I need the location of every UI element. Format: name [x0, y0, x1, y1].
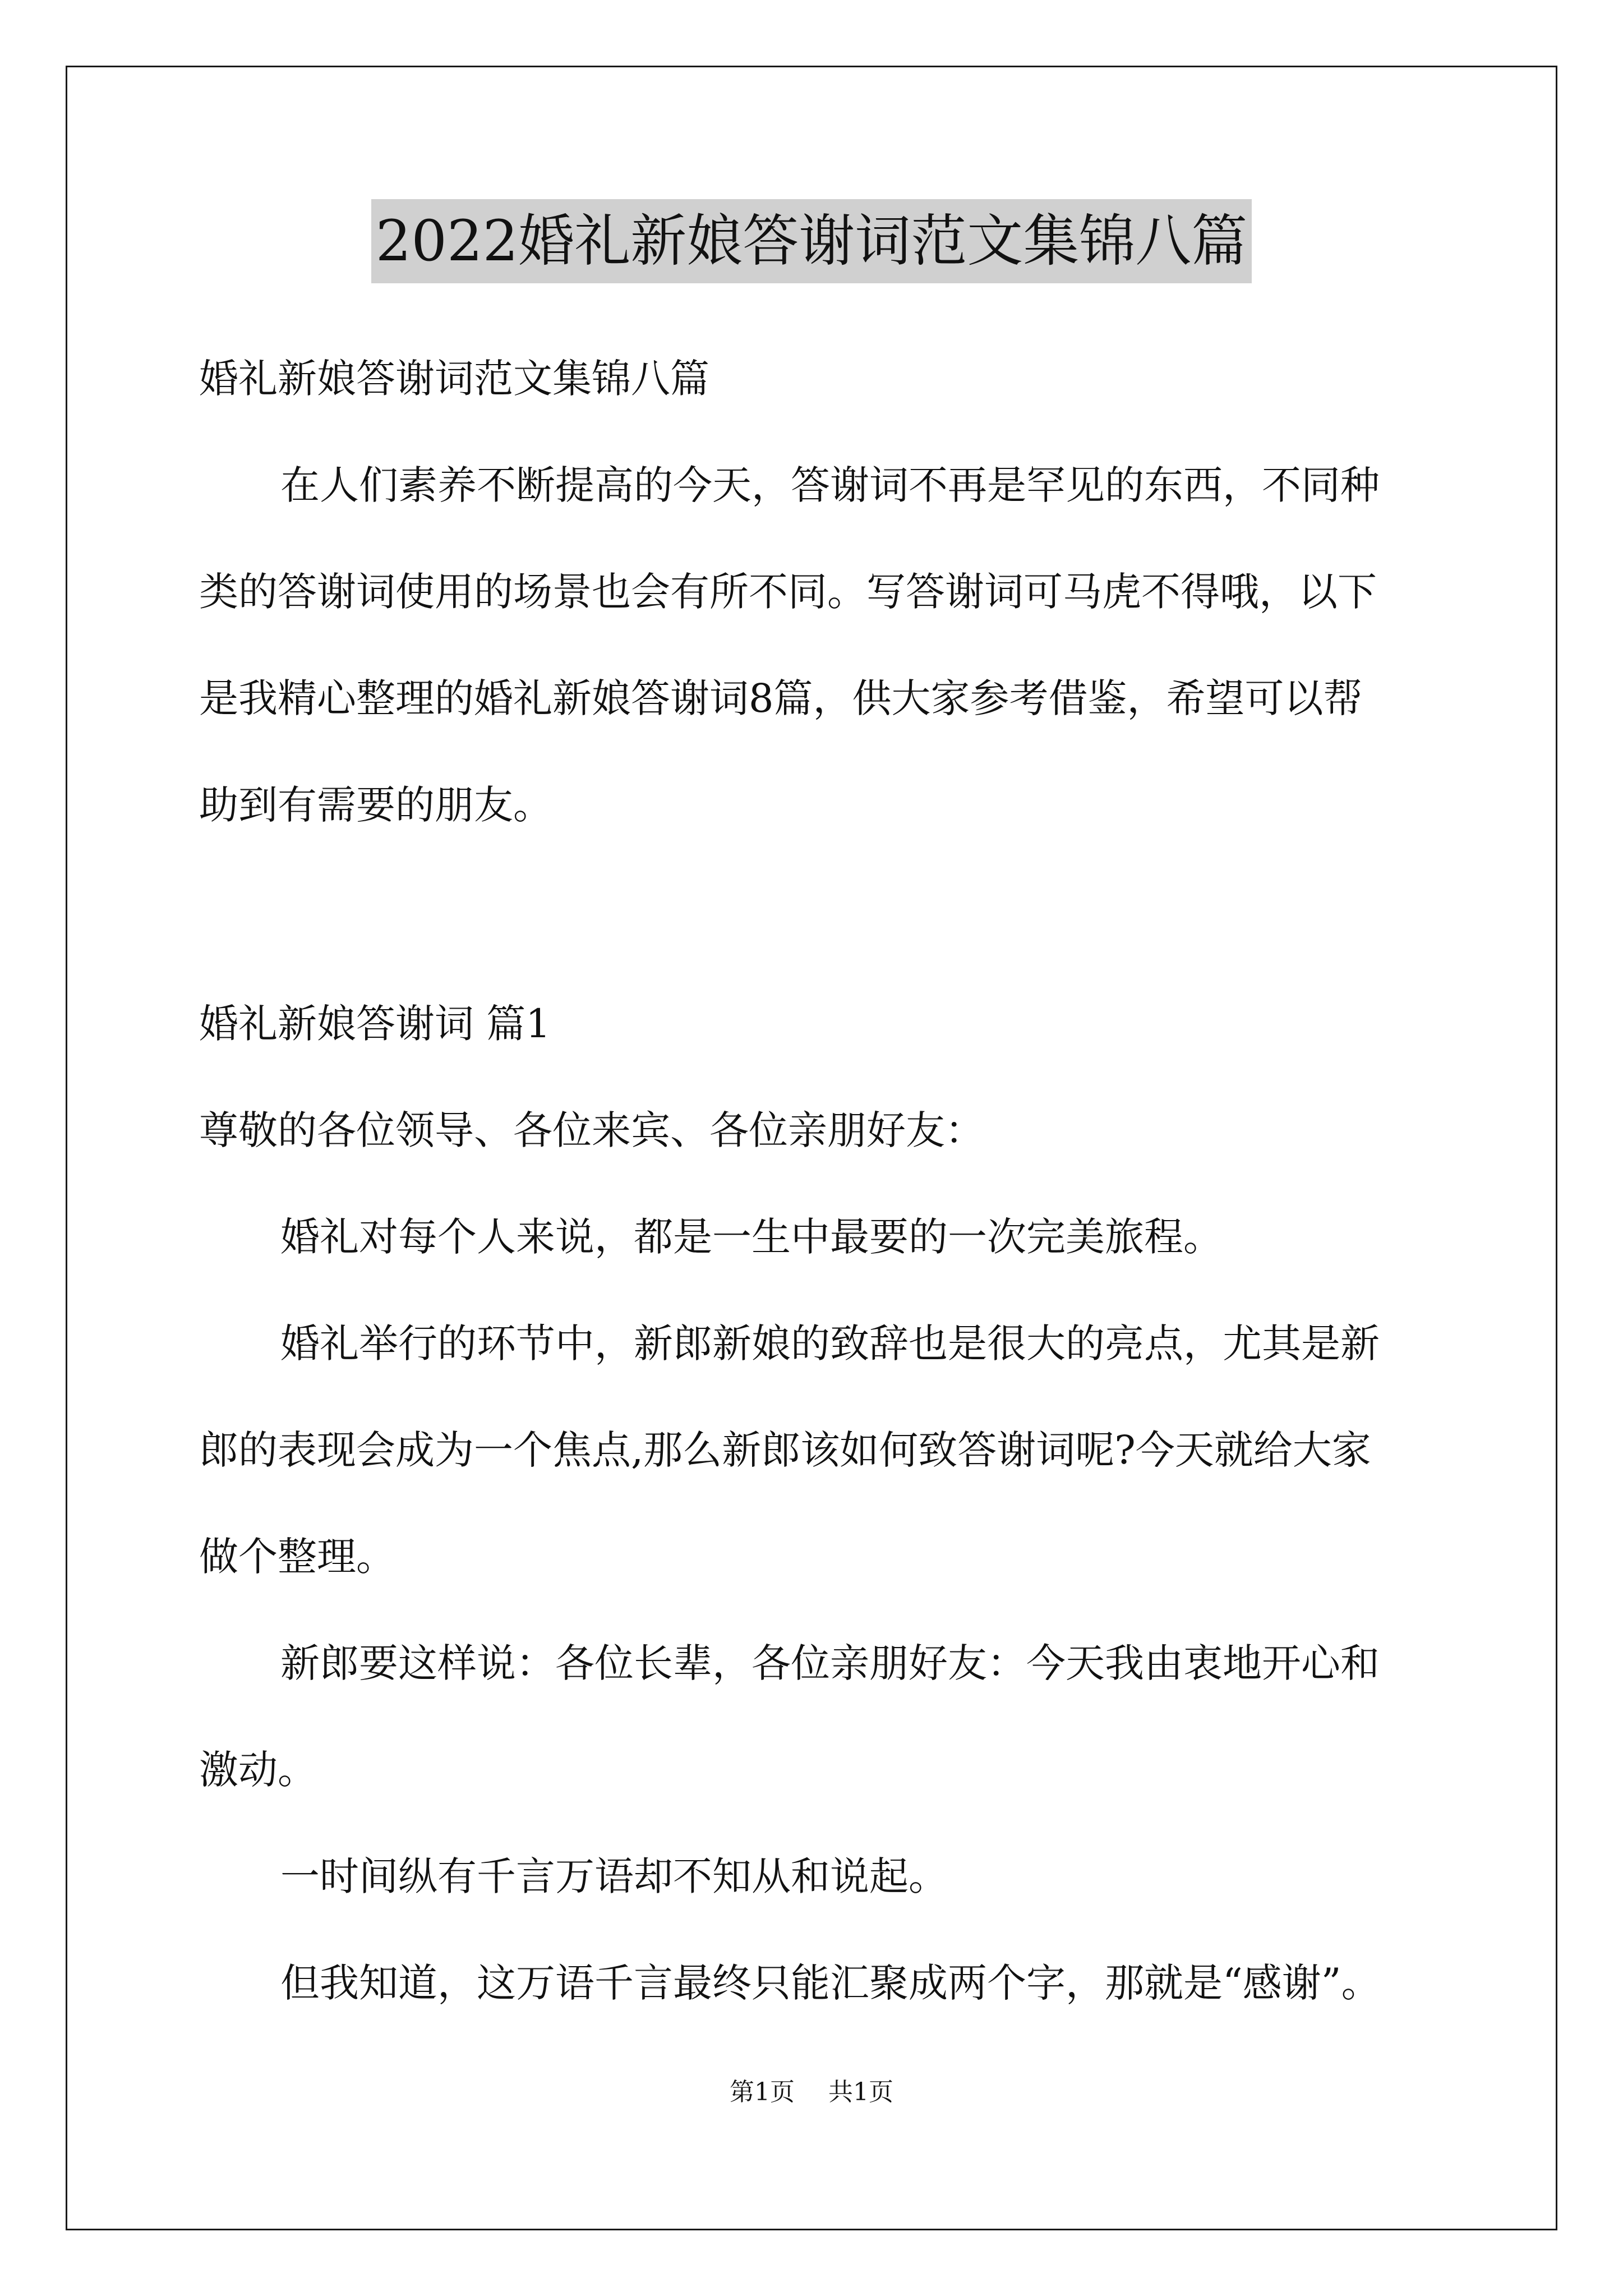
paragraph-line: 新郎要这样说：各位长辈，各位亲朋好友：今天我由衷地开心和 [280, 1640, 1380, 1686]
paragraph-line: 激动。 [199, 1747, 317, 1793]
salutation-line: 尊敬的各位领导、各位来宾、各位亲朋好友： [199, 1107, 984, 1153]
page-total: 共1页 [828, 2078, 893, 2106]
document-title-text: 2022婚礼新娘答谢词范文集锦八篇 [371, 199, 1252, 283]
paragraph-line: 在人们素养不断提高的今天，答谢词不再是罕见的东西，不同种 [280, 462, 1380, 508]
paragraph-line: 是我精心整理的婚礼新娘答谢词8篇，供大家参考借鉴，希望可以帮 [199, 675, 1363, 721]
paragraph-line: 但我知道，这万语千言最终只能汇聚成两个字，那就是“感谢”。 [280, 1960, 1381, 2006]
paragraph-line: 郎的表现会成为一个焦点,那么新郎该如何致答谢词呢?今天就给大家 [199, 1427, 1371, 1473]
paragraph-line: 婚礼举行的环节中，新郎新娘的致辞也是很大的亮点，尤其是新 [280, 1320, 1380, 1366]
page-number: 第1页 [730, 2078, 795, 2106]
paragraph-line: 助到有需要的朋友。 [199, 782, 552, 828]
page-footer [0, 2076, 1623, 2109]
paragraph-line: 婚礼对每个人来说，都是一生中最要的一次完美旅程。 [280, 1214, 1223, 1260]
paragraph-line: 一时间纵有千言万语却不知从和说起。 [280, 1853, 948, 1899]
paragraph-line: 类的答谢词使用的场景也会有所不同。写答谢词可马虎不得哦，以下 [199, 569, 1377, 615]
document-title [0, 199, 1623, 283]
paragraph-line: 做个整理。 [199, 1534, 395, 1580]
section-heading: 婚礼新娘答谢词 篇1 [199, 1001, 551, 1047]
subtitle-line: 婚礼新娘答谢词范文集锦八篇 [199, 356, 709, 402]
